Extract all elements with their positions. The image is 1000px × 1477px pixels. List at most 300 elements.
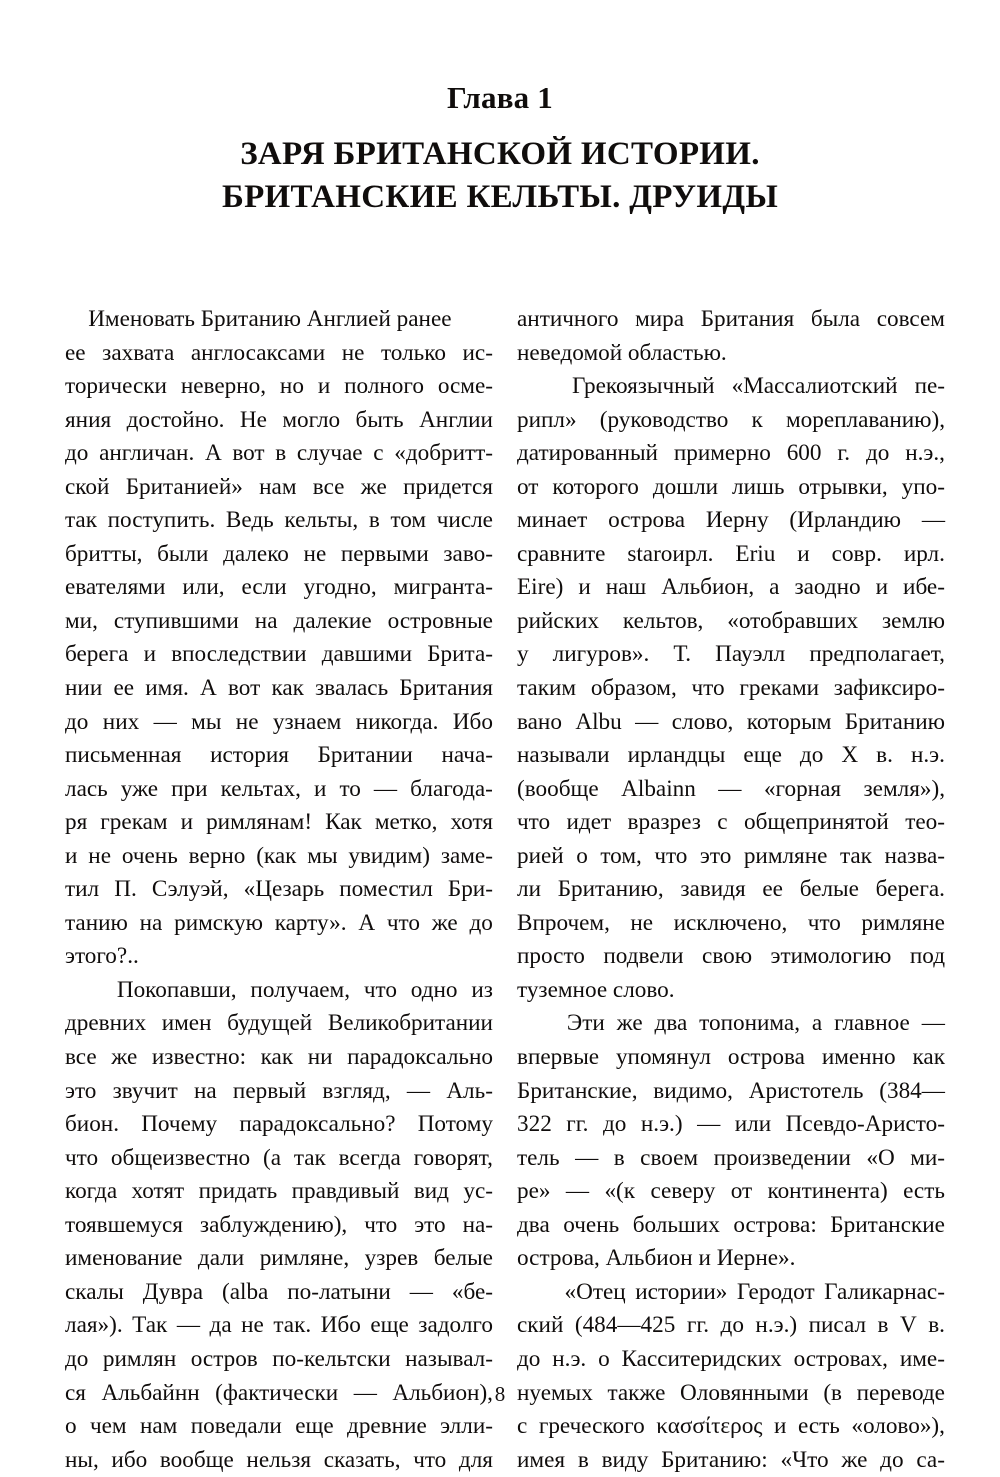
- word: острова: [608, 507, 686, 534]
- word: хотят: [131, 1178, 185, 1205]
- word: Albainn: [621, 775, 696, 802]
- word: и: [797, 540, 810, 567]
- word: главное: [834, 1010, 910, 1037]
- word: ре»: [517, 1178, 551, 1205]
- right-column-line: [517, 1410, 945, 1444]
- word: римлянам!: [206, 809, 313, 836]
- word: с: [373, 440, 384, 467]
- word: известно:: [151, 1044, 247, 1071]
- word: так: [293, 1144, 326, 1171]
- left-column-line: [65, 974, 493, 1008]
- word: исключено,: [673, 909, 788, 936]
- left-column-line: [65, 571, 493, 605]
- word: никогда.: [355, 708, 439, 735]
- right-column-line: [517, 706, 945, 740]
- left-column-line: [65, 638, 493, 672]
- word: у: [517, 641, 529, 668]
- word: острова: [727, 1044, 805, 1071]
- word: лишь: [732, 473, 785, 500]
- word: имен: [161, 1010, 212, 1037]
- word: но: [279, 373, 304, 400]
- word: очень: [121, 842, 178, 869]
- word: «бе-: [451, 1278, 493, 1305]
- left-column-line: [65, 1276, 493, 1310]
- word: гг.: [686, 1312, 710, 1339]
- word: же: [431, 909, 458, 936]
- word: все: [65, 1044, 97, 1071]
- word: парадоксально?: [239, 1111, 396, 1138]
- word: до: [65, 440, 89, 467]
- word: парадоксально: [347, 1044, 493, 1071]
- left-column-line: [65, 1075, 493, 1109]
- word: вот: [228, 675, 261, 702]
- word: (484—425: [574, 1312, 676, 1339]
- word: англосаксами: [190, 339, 326, 366]
- word: и: [143, 641, 157, 668]
- word: Покопавши,: [116, 976, 237, 1003]
- word: Касситеридских: [621, 1345, 782, 1372]
- word: элли-: [440, 1413, 493, 1440]
- word: видимо,: [653, 1077, 733, 1104]
- right-column-line: [517, 1309, 945, 1343]
- word: «Что: [780, 1446, 829, 1473]
- word: древних: [65, 1010, 147, 1037]
- word: история: [210, 742, 289, 769]
- word: и: [774, 1413, 787, 1440]
- word: виду: [601, 1446, 649, 1473]
- word: континента): [767, 1178, 888, 1205]
- word: Ибо: [452, 708, 493, 735]
- word: островные: [387, 607, 493, 634]
- left-column-line: [65, 1444, 493, 1477]
- word: —: [373, 775, 398, 802]
- word: вообще: [159, 1446, 234, 1473]
- word: захвата: [102, 339, 175, 366]
- paragraph-indent: [65, 974, 103, 1008]
- word: северу: [650, 1178, 716, 1205]
- word: минает: [517, 507, 588, 534]
- right-column-line: [517, 873, 945, 907]
- word: Как: [325, 809, 362, 836]
- right-column-line: [517, 437, 945, 471]
- word: Потому: [417, 1111, 493, 1138]
- right-column-line: [517, 907, 945, 941]
- word: называл-: [405, 1345, 493, 1372]
- word: по-кельтски: [272, 1345, 391, 1372]
- word: Британия: [399, 675, 493, 702]
- word: берега.: [875, 876, 945, 903]
- word: Не: [239, 406, 267, 433]
- word: что: [517, 809, 551, 836]
- word: —: [153, 708, 177, 735]
- word: в: [275, 440, 287, 467]
- word: кельтов,: [622, 607, 704, 634]
- word: неверно,: [180, 373, 267, 400]
- left-column-line: [65, 1175, 493, 1209]
- word: Псевдо-Аристо-: [785, 1111, 945, 1138]
- word: для: [458, 1446, 493, 1473]
- word: есть: [797, 1413, 840, 1440]
- word: Грекоязычный: [572, 373, 715, 400]
- word: Albu: [575, 708, 622, 735]
- word: слово,: [671, 708, 734, 735]
- word: же: [111, 1044, 138, 1071]
- word: своем: [640, 1144, 699, 1171]
- word: что: [386, 909, 420, 936]
- word: далекие: [293, 607, 372, 634]
- word: есть: [903, 1178, 945, 1205]
- left-column-line: этого?..: [65, 943, 139, 970]
- word: на: [193, 1077, 217, 1104]
- right-column-line: [517, 1075, 945, 1109]
- word: н.э.,: [905, 440, 945, 467]
- word: да: [209, 1312, 232, 1339]
- word: Эти: [566, 1010, 605, 1037]
- word: ми,: [65, 607, 98, 634]
- word: правдивый: [291, 1178, 400, 1205]
- word: так: [65, 507, 97, 534]
- word: ря: [65, 809, 88, 836]
- word: не: [303, 540, 327, 567]
- word: ис-: [462, 339, 493, 366]
- word: тил: [65, 876, 100, 903]
- word: заодно: [794, 574, 861, 601]
- word: ирландцы: [627, 742, 726, 769]
- word: ирл.: [903, 540, 945, 567]
- word: —: [409, 1278, 433, 1305]
- word: больших: [632, 1211, 720, 1238]
- word: гг.: [566, 1111, 589, 1138]
- chapter-title-line-1: ЗАРЯ БРИТАНСКОЙ ИСТОРИИ.: [240, 135, 760, 172]
- word: Eire): [517, 574, 564, 601]
- word: мы: [307, 842, 338, 869]
- word: рипл»: [517, 406, 577, 433]
- word: еще: [295, 1413, 334, 1440]
- word: как: [271, 675, 304, 702]
- word: увидим): [348, 842, 430, 869]
- word: совр.: [831, 540, 882, 567]
- word: а: [769, 574, 780, 601]
- left-column-line: [65, 1209, 493, 1243]
- word: звалась: [315, 675, 389, 702]
- word: Сэлуэй,: [151, 876, 229, 903]
- right-column-line: [517, 840, 945, 874]
- word: и: [875, 574, 889, 601]
- word: или: [734, 1111, 772, 1138]
- word: до: [517, 1345, 541, 1372]
- word: Англии: [419, 406, 493, 433]
- word: са-: [916, 1446, 945, 1473]
- word: островах,: [793, 1345, 888, 1372]
- word: кельтах,: [220, 775, 301, 802]
- word: совсем: [876, 306, 945, 332]
- right-column-line: [517, 471, 945, 505]
- word: назва-: [884, 842, 945, 869]
- word: Так: [132, 1312, 168, 1339]
- word: это: [65, 1077, 97, 1104]
- word: придется: [403, 473, 493, 500]
- word: предполагает,: [809, 641, 945, 668]
- word: а: [811, 1010, 823, 1037]
- word: н.э.: [910, 742, 945, 769]
- right-column-line: [517, 404, 945, 438]
- left-column-line: [65, 672, 493, 706]
- word: (в: [823, 1379, 842, 1406]
- word: г.: [837, 440, 851, 467]
- left-column-line: [65, 1007, 493, 1041]
- word: ский: [517, 1312, 564, 1339]
- word: А: [358, 909, 376, 936]
- word: до: [720, 1312, 744, 1339]
- right-column-line: [517, 1444, 945, 1477]
- word: поведали: [190, 1413, 282, 1440]
- left-column-line: [65, 739, 493, 773]
- word: имя.: [145, 675, 189, 702]
- word: бион.: [65, 1111, 120, 1138]
- word: хотя: [450, 809, 493, 836]
- left-column-line: [65, 437, 493, 471]
- word: А: [200, 675, 217, 702]
- word: по-латыни: [287, 1278, 391, 1305]
- word: о: [598, 1345, 610, 1372]
- word: полного: [344, 373, 424, 400]
- word: в.: [928, 1312, 945, 1339]
- word: идет: [566, 809, 612, 836]
- word: что: [364, 1211, 398, 1238]
- word: V: [899, 1312, 917, 1339]
- word: в: [368, 507, 380, 534]
- word: белые: [433, 1245, 493, 1272]
- word: том,: [600, 842, 642, 869]
- word: поступить.: [107, 507, 216, 534]
- word: торически: [65, 373, 167, 400]
- word: Великобритании: [327, 1010, 493, 1037]
- word: от: [730, 1178, 753, 1205]
- word: мира: [635, 306, 685, 332]
- word: как: [260, 1044, 294, 1071]
- word: земля»),: [863, 775, 945, 802]
- word: Eriu: [735, 540, 776, 567]
- word: наш: [605, 574, 647, 601]
- chapter-heading: [80, 82, 920, 220]
- word: и: [313, 775, 327, 802]
- word: были: [157, 540, 209, 567]
- word: называли: [517, 742, 610, 769]
- word: узрев: [364, 1245, 419, 1272]
- word: что: [413, 1446, 447, 1473]
- word: Оловянными: [680, 1379, 809, 1406]
- word: —: [406, 1077, 431, 1104]
- word: римляне: [861, 909, 945, 936]
- word: же: [841, 1446, 868, 1473]
- word: Почему: [141, 1111, 218, 1138]
- word: как: [912, 1044, 945, 1071]
- right-column-line: острова, Альбион и Иерне».: [517, 1245, 796, 1272]
- word: (вообще: [517, 775, 599, 802]
- word: вот: [232, 440, 265, 467]
- word: поместил: [339, 876, 433, 903]
- word: быть: [355, 406, 404, 433]
- paragraph-indent: [517, 1276, 555, 1310]
- word: о: [576, 842, 588, 869]
- word: просто: [517, 943, 585, 970]
- word: всегда: [338, 1144, 401, 1171]
- word: н.э.: [552, 1345, 587, 1372]
- word: топонима,: [699, 1010, 801, 1037]
- word: Аристотель: [748, 1077, 864, 1104]
- word: (alba: [221, 1278, 269, 1305]
- word: англичан.: [99, 440, 195, 467]
- word: подвели: [603, 943, 684, 970]
- word: Иерну: [705, 507, 769, 534]
- word: свою: [702, 943, 753, 970]
- left-column-line: [65, 1410, 493, 1444]
- word: в: [613, 1144, 625, 1171]
- word: н.э.): [640, 1111, 683, 1138]
- word: нам: [139, 1413, 178, 1440]
- word: карту».: [274, 909, 347, 936]
- word: ее: [762, 876, 783, 903]
- right-column-line: [517, 806, 945, 840]
- word: Британия: [700, 306, 795, 332]
- paragraph-indent: [517, 370, 555, 404]
- left-column-line: [65, 706, 493, 740]
- right-column-line: [517, 571, 945, 605]
- word: узнаем: [272, 708, 342, 735]
- word: очень: [563, 1211, 620, 1238]
- left-column-line: [65, 1041, 493, 1075]
- word: заблуждению),: [199, 1211, 348, 1238]
- left-column-line: [65, 1343, 493, 1377]
- word: яния: [65, 406, 112, 433]
- word: это: [414, 1211, 446, 1238]
- word: κασσίτερος: [656, 1413, 763, 1440]
- word: до: [469, 909, 493, 936]
- word: до: [65, 1345, 89, 1372]
- left-column-line: [65, 605, 493, 639]
- word: верно: [188, 842, 246, 869]
- word: Альбион,: [661, 574, 755, 601]
- right-column-line: [517, 739, 945, 773]
- word: первый: [232, 1077, 307, 1104]
- word: римскую: [174, 909, 263, 936]
- word: то: [339, 775, 361, 802]
- word: еще: [743, 742, 782, 769]
- word: взгляд,: [322, 1077, 391, 1104]
- right-column-line: [517, 1041, 945, 1075]
- word: Британию: [844, 708, 945, 735]
- word: или,: [182, 574, 225, 601]
- word: случае: [296, 440, 363, 467]
- word: заме-: [440, 842, 493, 869]
- word: до: [799, 742, 824, 769]
- word: не: [341, 339, 365, 366]
- word: древние: [347, 1413, 427, 1440]
- left-column-line: [65, 337, 493, 371]
- word: получаем,: [250, 976, 350, 1003]
- word: давшими: [321, 641, 413, 668]
- right-column-line: [517, 638, 945, 672]
- word: —: [353, 1379, 377, 1406]
- right-column-line: [517, 1175, 945, 1209]
- word: сравните: [517, 540, 606, 567]
- word: истории»: [635, 1278, 728, 1305]
- word: метко,: [374, 809, 438, 836]
- word: —: [921, 507, 945, 534]
- word: Впрочем,: [517, 909, 610, 936]
- word: же: [616, 1010, 643, 1037]
- word: не: [630, 909, 654, 936]
- word: (а: [262, 1144, 281, 1171]
- word: до: [602, 1111, 627, 1138]
- word: Ведь: [225, 507, 274, 534]
- word: рией: [517, 842, 564, 869]
- word: Британию,: [557, 876, 664, 903]
- word: ми-: [910, 1144, 945, 1171]
- right-column-line: [517, 504, 945, 538]
- word: говорят,: [413, 1144, 493, 1171]
- word: Бри-: [447, 876, 493, 903]
- right-column-line: [517, 672, 945, 706]
- left-column-line: [65, 1142, 493, 1176]
- word: угодно,: [303, 574, 377, 601]
- right-column-line: [517, 1209, 945, 1243]
- left-column-line: [65, 1242, 493, 1276]
- word: дали: [197, 1245, 245, 1272]
- word: мы: [191, 708, 222, 735]
- word: впоследствии: [171, 641, 307, 668]
- word: впервые: [517, 1044, 600, 1071]
- word: «О: [866, 1144, 895, 1171]
- word: общеизвестно: [110, 1144, 251, 1171]
- left-column-line: [65, 1108, 493, 1142]
- word: таким: [517, 675, 577, 702]
- word: танию: [65, 909, 128, 936]
- word: будущей: [227, 1010, 313, 1037]
- word: античного: [517, 306, 619, 332]
- right-column-line: неведомой областью.: [517, 339, 727, 366]
- word: —: [635, 708, 659, 735]
- word: писал: [808, 1312, 867, 1339]
- word: (фактически: [215, 1379, 339, 1406]
- word: письменная: [65, 742, 182, 769]
- word: лигуров».: [552, 641, 650, 668]
- word: не: [88, 842, 111, 869]
- word: пе-: [914, 373, 945, 400]
- word: нуемых: [517, 1379, 593, 1406]
- word: переводе: [856, 1379, 945, 1406]
- word: ус-: [463, 1178, 493, 1205]
- word: н.э.): [755, 1312, 798, 1339]
- word: тео-: [905, 809, 945, 836]
- word: грекам: [100, 809, 168, 836]
- word: примерно: [673, 440, 771, 467]
- word: которым: [746, 708, 832, 735]
- word: Брита-: [427, 641, 493, 668]
- word: Британией»: [125, 473, 243, 500]
- right-column-line: [517, 1276, 945, 1310]
- word: общепринятой: [743, 809, 889, 836]
- word: так.: [273, 1312, 312, 1339]
- word: лась: [65, 775, 108, 802]
- word: вразрез: [627, 809, 701, 836]
- word: бритты,: [65, 540, 143, 567]
- word: до: [880, 1446, 904, 1473]
- word: что: [807, 909, 841, 936]
- word: не: [235, 708, 259, 735]
- right-column-line: [517, 370, 945, 404]
- word: и: [180, 809, 194, 836]
